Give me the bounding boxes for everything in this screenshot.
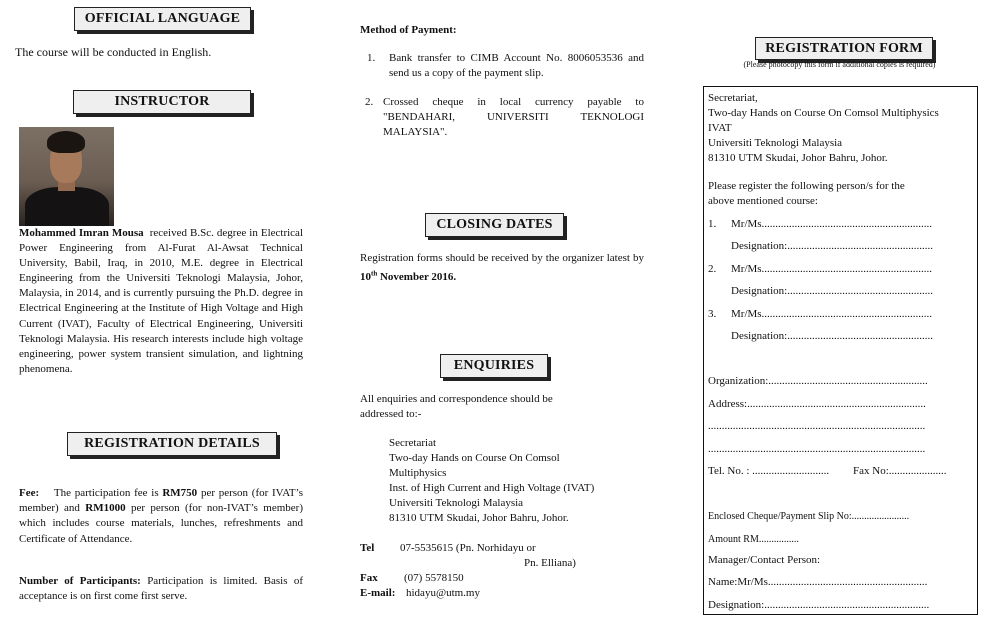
payment-item-2-num: 2.	[365, 96, 374, 108]
instructor-name: Mohammed Imran Mousa	[19, 227, 144, 239]
contact-designation-field[interactable]: Designation:............................................................	[708, 599, 930, 611]
registration-form-box	[703, 86, 978, 615]
closing-text: Registration forms should be received by the organizer latest by	[360, 252, 644, 264]
participants-text: Participation is limited. Basis of acceptance is on first come first serve.	[19, 575, 303, 603]
instructor-bio-text: received B.Sc. degree in Electrical Power Engineering from Al-Furat Al-Awsat Technical University, Babil, Iraq, in 2010, M.E. degree in Electrical Engineering from the Universiti Teknologi Malaysia, Johor, Malaysia, in 2014, and is currently pursuing the Ph.D. degree in Electrical Engineering at the Institute of High Voltage and High Current (IVAT), Faculty of Electrical Engineering, Universiti Teknologi Malaysia. His research interests include high voltage engineering, power system transient simulation, and lightning phenomena.	[19, 227, 303, 375]
fee-text-2: per person (for IVAT’s member) and	[19, 487, 303, 515]
person-3-name-field[interactable]: Mr/Ms..............................................................	[731, 308, 933, 320]
tel-no-field[interactable]: Tel. No. : ............................	[708, 465, 830, 477]
form-register-line: above mentioned course:	[708, 195, 818, 207]
enquiries-address-line: Secretariat	[389, 437, 437, 449]
payment-item-2-body: Crossed cheque in local currency payable to "BENDAHARI, UNIVERSITI TEKNOLOGI MALAYSIA".	[383, 96, 644, 138]
fee-text-3: per person (for non-IVAT’s member) which includes course materials, lunches, refreshments and Certificate of Attendance.	[19, 502, 304, 545]
person-2-name-field[interactable]: Mr/Ms..............................................................	[731, 263, 933, 275]
enquiries-address-line: Two-day Hands on Course On Comsol	[389, 452, 560, 464]
payment-item-2-text	[383, 95, 644, 140]
registration-details-heading: REGISTRATION DETAILS	[67, 432, 277, 456]
address-field-line-2[interactable]: ...............................................................................	[708, 420, 926, 432]
participants-paragraph	[19, 574, 303, 604]
fee-amount-nonmember: RM1000	[85, 502, 126, 515]
fax-no-field[interactable]: Fax No:.....................	[853, 465, 947, 477]
person-2-designation-field[interactable]: Designation:.....................................................	[731, 285, 933, 297]
enquiries-intro: All enquiries and correspondence should be addressed to:-	[360, 393, 553, 420]
organization-field[interactable]: Organization:..........................................................	[708, 375, 928, 387]
person-3-designation-field[interactable]: Designation:.....................................................	[731, 330, 933, 342]
form-address-line: Secretariat,	[708, 92, 758, 104]
payment-item-1-text: Bank transfer to CIMB Account No. 8006053536 and send us a copy of the payment slip.	[389, 52, 644, 79]
tel-value: 07-5535615 (Pn. Norhidayu or	[400, 542, 536, 554]
registration-form-heading: REGISTRATION FORM	[755, 37, 933, 60]
official-language-text: The course will be conducted in English.	[15, 45, 212, 59]
participants-label: Number of Participants:	[19, 575, 141, 587]
fee-paragraph	[19, 486, 303, 547]
person-3-num: 3.	[708, 308, 717, 320]
fax-label: Fax	[360, 572, 378, 584]
fax-value: (07) 5578150	[404, 572, 464, 584]
form-address-line: Universiti Teknologi Malaysia	[708, 137, 843, 149]
form-address-line: IVAT	[708, 122, 732, 134]
address-field-line-3[interactable]: ...............................................................................	[708, 443, 926, 455]
closing-dates-text	[360, 251, 644, 285]
address-field[interactable]: Address:.................................................................	[708, 398, 926, 410]
person-2-num: 2.	[708, 263, 717, 275]
enquiries-address-line: Multiphysics	[389, 467, 447, 479]
closing-date-rest: November 2016.	[379, 270, 457, 283]
instructor-bio	[19, 226, 303, 377]
fee-label: Fee:	[19, 487, 40, 499]
tel-label: Tel	[360, 542, 375, 554]
form-register-text	[708, 179, 976, 209]
manager-contact-label: Manager/Contact Person:	[708, 554, 821, 566]
payment-heading: Method of Payment:	[360, 24, 457, 36]
form-address	[708, 91, 976, 166]
email-value[interactable]: hidayu@utm.my	[406, 587, 480, 599]
closing-dates-heading: CLOSING DATES	[425, 213, 564, 237]
form-address-line: 81310 UTM Skudai, Johor Bahru, Johor.	[708, 152, 888, 164]
official-language-heading: OFFICIAL LANGUAGE	[74, 7, 251, 31]
enquiries-address-line: Inst. of High Current and High Voltage (IVAT)	[389, 482, 595, 494]
closing-date	[360, 271, 456, 283]
enquiries-address	[389, 436, 649, 526]
closing-date-day: 10	[360, 270, 371, 283]
person-1-num: 1.	[708, 218, 717, 230]
person-1-name-field[interactable]: Mr/Ms..............................................................	[731, 218, 933, 230]
enquiries-heading: ENQUIRIES	[440, 354, 548, 378]
fee-text-1: The participation fee is	[53, 487, 159, 499]
form-address-line: Two-day Hands on Course On Comsol Multiphysics	[708, 107, 939, 119]
fee-amount-member: RM750	[162, 487, 198, 499]
payment-item-1-num: 1.	[367, 52, 376, 64]
closing-date-sup: th	[371, 269, 378, 278]
registration-form-note: (Please photocopy this form if additional copies is required)	[743, 60, 936, 69]
contact-name-field[interactable]: Name:Mr/Ms..........................................................	[708, 576, 928, 588]
form-register-line: Please register the following person/s for the	[708, 180, 905, 192]
enclosed-cheque-field[interactable]: Enclosed Cheque/Payment Slip No:.......................	[708, 511, 910, 522]
instructor-heading: INSTRUCTOR	[73, 90, 251, 114]
enquiries-address-line: 81310 UTM Skudai, Johor Bahru, Johor.	[389, 512, 569, 524]
email-label: E-mail:	[360, 587, 396, 599]
enquiries-address-line: Universiti Teknologi Malaysia	[389, 497, 524, 509]
person-1-designation-field[interactable]: Designation:.....................................................	[731, 240, 933, 252]
amount-field[interactable]: Amount RM................	[708, 534, 799, 545]
tel-value-2: Pn. Elliana)	[524, 557, 576, 569]
instructor-photo	[19, 127, 114, 226]
